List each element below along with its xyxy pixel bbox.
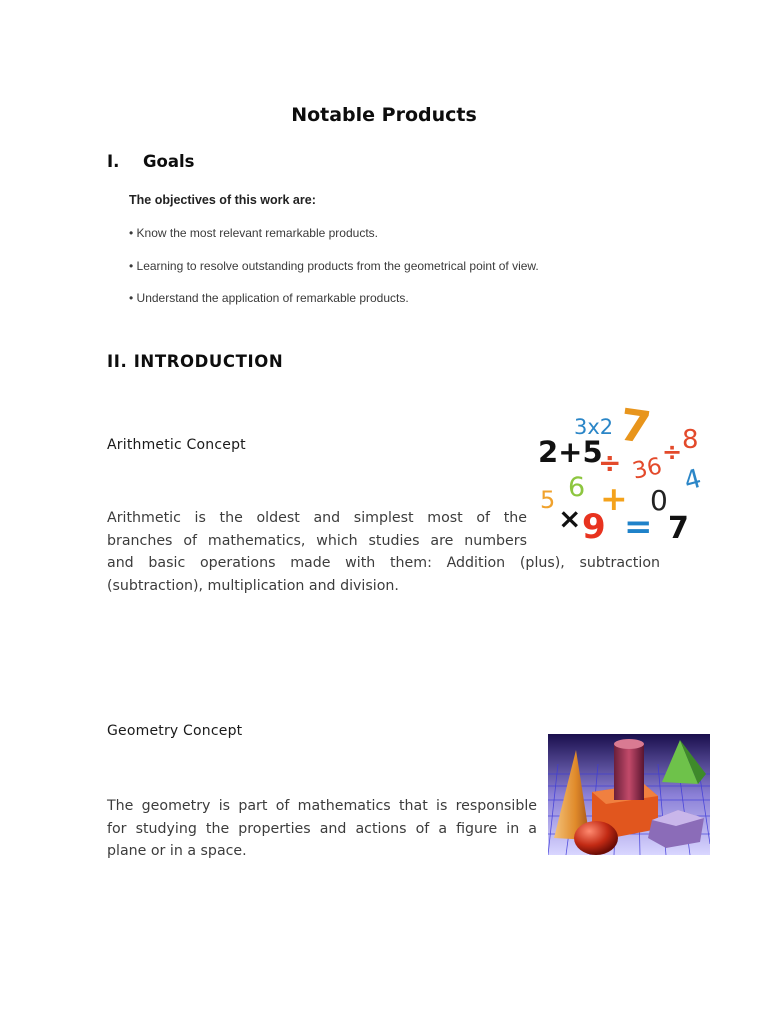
math-glyph: ÷ [598, 446, 622, 479]
paragraph-line: plane or in a space. [107, 843, 247, 859]
math-numbers-illustration [532, 396, 712, 546]
math-glyph: 8 [682, 425, 699, 455]
document-title: Notable Products [291, 104, 477, 126]
math-glyph: 3x2 [574, 415, 614, 439]
section-heading-introduction: II. INTRODUCTION [107, 352, 284, 371]
math-glyph: + [600, 479, 628, 518]
math-glyph: × [558, 502, 582, 535]
math-glyph: = [624, 507, 653, 546]
math-glyph: 7 [616, 399, 654, 455]
math-glyph: 5 [540, 486, 556, 514]
section-heading-goals [107, 152, 195, 171]
math-glyph: 36 [630, 453, 665, 485]
objective-bullet: • Learning to resolve outstanding products from the geometrical point of view. [129, 259, 539, 273]
objective-bullet: • Know the most relevant remarkable products. [129, 226, 378, 240]
paragraph-line: for studying the properties and actions of a figure in a [107, 820, 537, 837]
paragraph-line: branches of mathematics, which studies are numbers [107, 532, 527, 549]
objectives-lead: The objectives of this work are: [129, 193, 316, 207]
objective-bullet: • Understand the application of remarkable products. [129, 291, 409, 305]
math-glyph: 0 [650, 484, 668, 517]
geometric-solids-image [548, 734, 710, 855]
math-glyph: 2+5 [538, 435, 603, 469]
paragraph-line: and basic operations made with them: Addition (plus), subtraction [107, 555, 660, 571]
paragraph-line: The geometry is part of mathematics that is responsible [107, 798, 537, 814]
subsection-heading-arithmetic: Arithmetic Concept [107, 437, 246, 453]
geometry-paragraph [107, 795, 537, 863]
math-glyph: 7 [668, 511, 689, 546]
paragraph-line: Arithmetic is the oldest and simplest most of the [107, 510, 527, 526]
math-glyph: 6 [568, 472, 586, 503]
paragraph-line: (subtraction), multiplication and division. [107, 577, 399, 594]
section-number: I. [107, 152, 120, 171]
section-heading-label: Goals [143, 152, 195, 171]
subsection-heading-geometry: Geometry Concept [107, 723, 243, 739]
cylinder-top [614, 739, 644, 749]
math-glyph: ÷ [662, 438, 683, 466]
math-glyph: 9 [582, 507, 606, 546]
cylinder-shape [614, 744, 644, 800]
math-glyph: 4 [680, 463, 705, 498]
sphere-shape [574, 821, 618, 855]
